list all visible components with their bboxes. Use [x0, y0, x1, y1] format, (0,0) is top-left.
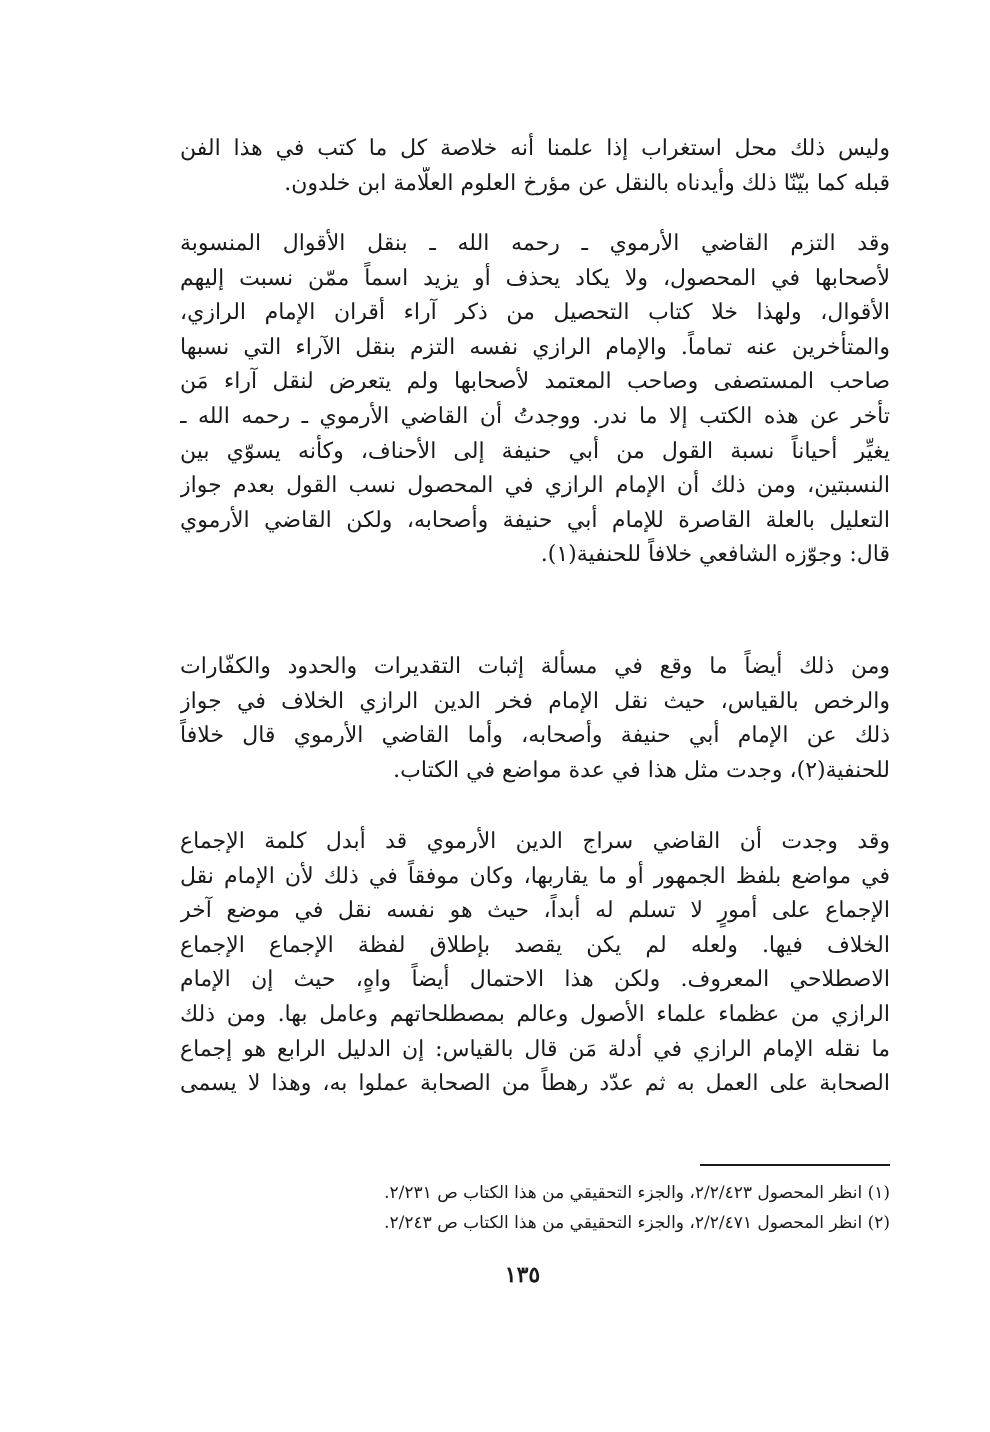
text-line: ما نقله الإمام الرازي في أدلة مَن قال بالقياس: إن الدليل الرابع هو إجماع	[180, 1036, 890, 1062]
text-line: قبله كما بيّنّا ذلك وأيدناه بالنقل عن مؤرخ العلوم العلّامة ابن خلدون.	[284, 170, 890, 196]
text-line: ومن ذلك أيضاً ما وقع في مسألة إثبات التقديرات والحدود والكفّارات	[180, 654, 890, 679]
text-line: لأصحابها في المحصول، ولا يكاد يحذف أو يزيد اسماً ممّن نسبت إليهم	[180, 265, 890, 291]
text-line: وقد وجدت أن القاضي سراج الدين الأرموي قد أبدل كلمة الإجماع	[180, 829, 890, 854]
text-line: والمتأخرين عنه تماماً. والإمام الرازي نفسه التزم بنقل الآراء التي نسبها	[180, 334, 890, 360]
footnote-divider	[700, 1164, 890, 1166]
text-line: الصحابة على العمل به ثم عدّد رهطاً من الصحابة عملوا به، وهذا لا يسمى	[180, 1071, 890, 1097]
text-line: تأخر عن هذه الكتب إلا ما ندر. ووجدتُ أن القاضي الأرموي ـ رحمه الله ـ	[180, 403, 890, 429]
text-line: النسبتين، ومن ذلك أن الإمام الرازي في المحصول نسب القول بعدم جواز	[180, 473, 890, 499]
text-line: وقد التزم القاضي الأرموي ـ رحمه الله ـ بنقل الأقوال المنسوبة	[180, 231, 890, 256]
paragraph-1	[180, 132, 890, 201]
text-line: الأقوال، ولهذا خلا كتاب التحصيل من ذكر آراء أقران الإمام الرازي،	[180, 300, 890, 326]
text-line: الاصطلاحي المعروف. ولكن هذا الاحتمال أيضاً واهٍ، حيث إن الإمام	[180, 967, 890, 993]
footnote-2: (٢) انظر المحصول ٢/٢/٤٧١، والجزء التحقيقي من هذا الكتاب ص ٢/٢٤٣.	[384, 1213, 890, 1233]
text-line: التعليل بالعلة القاصرة للإمام أبي حنيفة وأصحابه، ولكن القاضي الأرموي	[180, 507, 890, 533]
text-line: الإجماع على أمورٍ لا تسلم له أبداً، حيث هو نفسه نقل في موضع آخر	[180, 898, 890, 924]
text-line: الخلاف فيها. ولعله لم يكن يقصد بإطلاق لفظة الإجماع الإجماع	[180, 932, 890, 958]
text-line: للحنفية(٢)، وجدت مثل هذا في عدة مواضع في الكتاب.	[393, 757, 890, 783]
text-line: في مواضع بلفظ الجمهور أو ما يقاربها، وكان موفقاً في ذلك لأن الإمام نقل	[180, 863, 890, 889]
text-line: ذلك عن الإمام أبي حنيفة وأصحابه، وأما القاضي الأرموي قال خلافاً	[180, 723, 890, 749]
text-line: صاحب المستصفى وصاحب المعتمد لأصحابها ولم يتعرض لنقل آراء مَن	[180, 369, 890, 395]
text-line: يغيِّر أحياناً نسبة القول من أبي حنيفة إلى الأحناف، وكأنه يسوّي بين	[180, 438, 890, 464]
text-line: والرخص بالقياس، حيث نقل الإمام فخر الدين الرازي الخلاف في جواز	[180, 688, 890, 714]
paragraph-4	[180, 825, 890, 1102]
footnotes	[180, 1178, 890, 1238]
paragraph-3	[180, 650, 890, 788]
footnote-1: (١) انظر المحصول ٢/٢/٤٢٣، والجزء التحقيقي من هذا الكتاب ص ٢/٢٣١.	[384, 1183, 890, 1203]
page-number: ١٣٥	[504, 1262, 541, 1288]
text-line: قال: وجوّزه الشافعي خلافاً للحنفية(١).	[540, 542, 890, 568]
text-line: وليس ذلك محل استغراب إذا علمنا أنه خلاصة كل ما كتب في هذا الفن	[180, 136, 890, 161]
text-line: الرازي من عظماء علماء الأصول وعالم بمصطلحاتهم وعامل بها. ومن ذلك	[180, 1001, 890, 1027]
paragraph-2	[180, 227, 890, 573]
